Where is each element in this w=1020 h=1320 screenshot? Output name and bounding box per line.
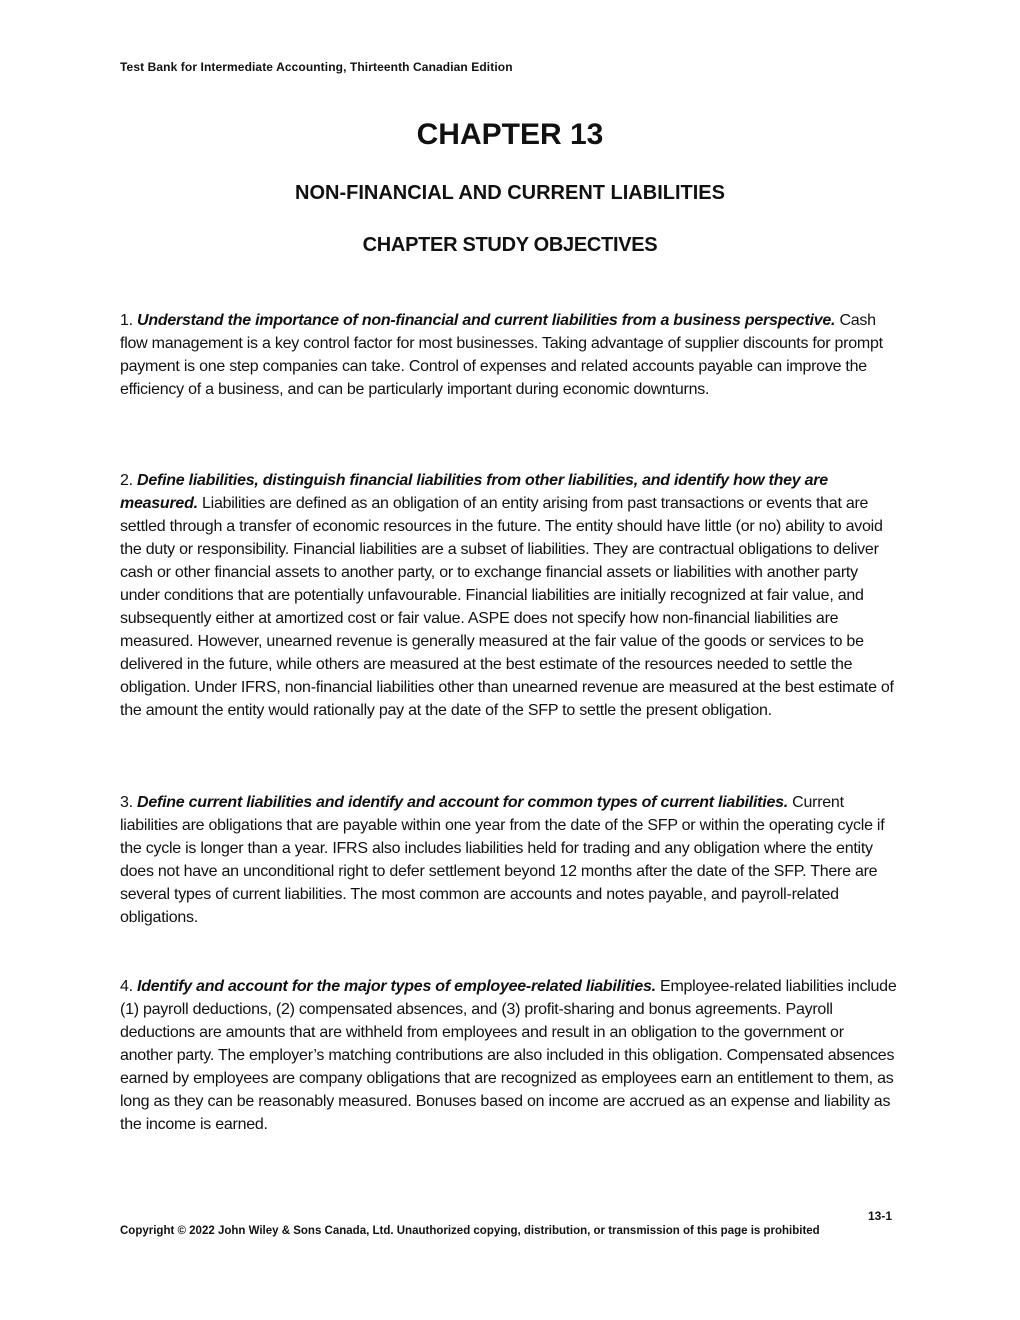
chapter-title: CHAPTER 13 <box>416 118 604 151</box>
running-header: Test Bank for Intermediate Accounting, Thirteenth Canadian Edition <box>120 60 513 74</box>
study-objective-1 <box>120 309 900 401</box>
study-objective-3 <box>120 791 900 929</box>
study-objective-4 <box>120 975 900 1136</box>
objective-number: 3. <box>120 794 133 811</box>
objective-body: Cash flow management is a key control factor for most businesses. Taking advantage of supplier discounts for prompt payment is one step companies can take. Control of expenses and related accounts payable can improve the efficiency of a business, and can be particularly important during economic downturns. <box>120 312 883 398</box>
objective-title: Define liabilities, distinguish financial liabilities from other liabilities, and identify how they are measured. <box>120 472 828 512</box>
section-heading: CHAPTER STUDY OBJECTIVES <box>362 234 658 256</box>
objective-body: Liabilities are defined as an obligation of an entity arising from past transactions or events that are settled through a transfer of economic resources in the future. The entity should have little (or no) ability to avoid the duty or responsibility. Financial liabilities are a subset of liabilities. They are contractual obligations to deliver cash or other financial assets to another party, or to exchange financial assets or liabilities with another party under conditions that are potentially unfavourable. Financial liabilities are initially recognized at fair value, and subsequently either at amortized cost or fair value. ASPE does not specify how non-financial liabilities are measured. However, unearned revenue is generally measured at the fair value of the goods or services to be delivered in the future, while others are measured at the best estimate of the resources needed to settle the obligation. Under IFRS, non-financial liabilities other than unearned revenue are measured at the best estimate of the amount the entity would rationally pay at the date of the SFP to settle the present obligation. <box>120 495 894 719</box>
page-number: 13-1 <box>868 1209 893 1223</box>
chapter-subtitle: NON-FINANCIAL AND CURRENT LIABILITIES <box>295 182 725 204</box>
objective-number: 4. <box>120 978 133 995</box>
objective-number: 1. <box>120 312 133 329</box>
study-objective-2 <box>120 469 900 722</box>
copyright-notice: Copyright © 2022 John Wiley & Sons Canada, Ltd. Unauthorized copying, distribution, or transmission of this page is prohibited <box>120 1225 820 1237</box>
objective-title: Understand the importance of non-financial and current liabilities from a business perspective. <box>137 312 836 329</box>
objective-number: 2. <box>120 472 133 489</box>
objective-title: Define current liabilities and identify and account for common types of current liabilities. <box>137 794 788 811</box>
objective-title: Identify and account for the major types of employee-related liabilities. <box>137 978 656 995</box>
objective-body: Employee-related liabilities include (1) payroll deductions, (2) compensated absences, and (3) profit-sharing and bonus agreements. Payroll deductions are amounts that are withheld from employees and result in an obligation to the government or another party. The employer’s matching contributions are also included in this obligation. Compensated absences earned by employees are company obligations that are recognized as employees earn an entitlement to them, as long as they can be reasonably measured. Bonuses based on income are accrued as an expense and liability as the income is earned. <box>120 978 897 1133</box>
objective-body: Current liabilities are obligations that are payable within one year from the date of the SFP or within the operating cycle if the cycle is longer than a year. IFRS also includes liabilities held for trading and any obligation where the entity does not have an unconditional right to defer settlement beyond 12 months after the date of the SFP. There are several types of current liabilities. The most common are accounts and notes payable, and payroll-related obligations. <box>120 794 885 926</box>
